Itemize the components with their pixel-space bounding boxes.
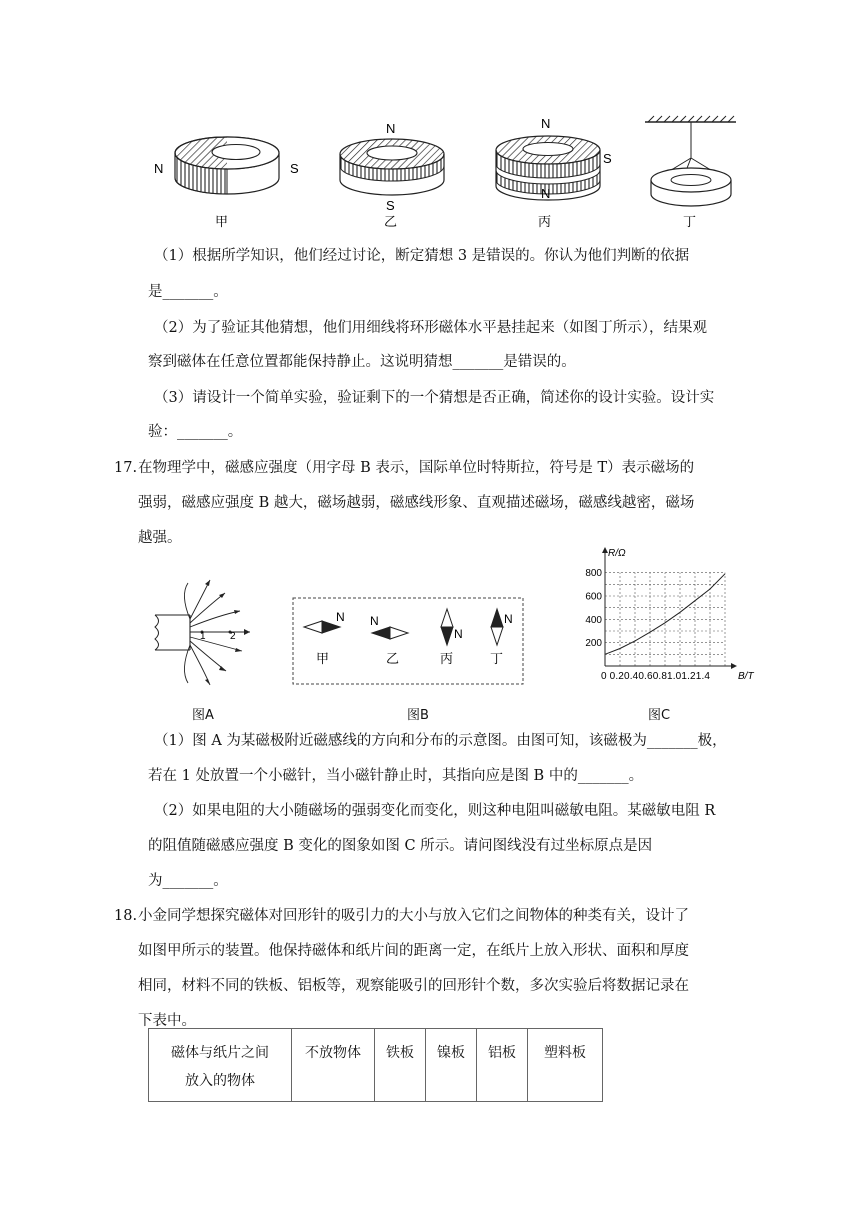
ding-caption: 丁	[683, 214, 697, 229]
needle-yi-pole: N	[370, 614, 379, 628]
q16-part1-line2: 是_______。	[148, 284, 228, 300]
q17-intro-line1: 在物理学中，磁感应强度（用字母 B 表示，国际单位时特斯拉，符号是 T）表示磁场的	[138, 460, 695, 476]
needle-yi	[370, 614, 408, 666]
table-col-plastic: 塑料板	[528, 1029, 603, 1102]
needle-bing	[440, 609, 463, 666]
q16-part3-line2: 验：_______。	[148, 424, 243, 440]
table-header-line2: 放入的物体	[185, 1073, 255, 1089]
needle-jia-label: 甲	[316, 651, 330, 666]
bing-caption: 丙	[538, 214, 552, 229]
table-header-cell	[149, 1029, 292, 1102]
chart-y-label: R/Ω	[608, 548, 626, 559]
ring-magnet-figures	[140, 108, 750, 236]
jia-caption: 甲	[215, 214, 229, 229]
fig-a-point-2: 2	[230, 631, 236, 642]
needle-jia	[304, 610, 345, 666]
chart-y-tick-label: 600	[585, 591, 602, 603]
figure-jia	[154, 137, 299, 229]
q17-intro-line2: 强弱，磁感应强度 B 越大，磁场越弱，磁感线形象、直观描述磁场，磁感线越密，磁场	[138, 495, 695, 511]
table-col-iron: 铁板	[375, 1029, 426, 1102]
needle-jia-pole: N	[336, 610, 345, 624]
chart-y-tick-label: 400	[585, 614, 602, 626]
q17-part2-line3: 为_______。	[148, 873, 228, 889]
table-col-none: 不放物体	[292, 1029, 375, 1102]
needle-ding	[490, 609, 513, 666]
chart-y-tick-label: 200	[585, 638, 602, 650]
figure-c-chart	[575, 543, 775, 683]
q18-line3: 相同，材料不同的铁板、铝板等，观察能吸引的回形针个数，多次实验后将数据记录在	[138, 978, 689, 994]
chart-grid	[605, 573, 725, 666]
q16-part1-line1: （1）根据所学知识，他们经过讨论，断定猜想 3 是错误的。你认为他们判断的依据	[154, 248, 690, 264]
bing-right-pole: S	[603, 151, 612, 166]
fig-b-caption: 图B	[407, 708, 429, 723]
q17-intro-line3: 越强。	[138, 530, 182, 546]
table-row	[149, 1029, 603, 1102]
jia-left-pole: N	[154, 161, 164, 176]
needle-ding-pole: N	[504, 612, 513, 626]
yi-bottom-pole: S	[386, 198, 395, 213]
figure-b-compasses	[292, 597, 524, 685]
q18-line4: 下表中。	[138, 1013, 196, 1029]
q16-part3-line1: （3）请设计一个简单实验，验证剩下的一个猜想是否正确，简述你的设计实验。设计实	[154, 390, 715, 406]
q17-part1-line2: 若在 1 处放置一个小磁针，当小磁针静止时，其指向应是图 B 中的_______。	[148, 768, 644, 784]
chart-x-arrow	[731, 663, 737, 669]
bing-top-pole: N	[541, 116, 551, 131]
q18-data-table	[148, 1028, 603, 1102]
q17-part2-line2: 的阻值随磁感应强度 B 变化的图象如图 C 所示。请问图线没有过坐标原点是因	[148, 838, 653, 854]
fig-a-caption: 图A	[192, 708, 214, 723]
fig-a-point-1: 1	[200, 631, 206, 642]
q17-part2-line1: （2）如果电阻的大小随磁场的强弱变化而变化，则这种电阻叫磁敏电阻。某磁敏电阻 R	[154, 803, 716, 819]
figure-yi	[340, 121, 444, 229]
q18-number: 18.	[114, 908, 138, 924]
q17-number: 17.	[114, 460, 138, 476]
chart-x-tick-labels: 0 0.20.40.60.81.01.21.4	[601, 671, 711, 682]
table-col-aluminum: 铝板	[477, 1029, 528, 1102]
table-header-line1: 磁体与纸片之间	[171, 1045, 269, 1061]
needle-bing-pole: N	[454, 627, 463, 641]
q17-part1-line1: （1）图 A 为某磁极附近磁感线的方向和分布的示意图。由图可知，该磁极为_______极，	[154, 733, 727, 749]
q16-part2-line2: 察到磁体在任意位置都能保持静止。这说明猜想_______是错误的。	[148, 354, 576, 370]
yi-top-pole: N	[386, 121, 396, 136]
bing-bottom-pole: N	[541, 186, 551, 201]
needle-ding-label: 丁	[490, 651, 504, 666]
table-col-nickel: 镍板	[426, 1029, 477, 1102]
chart-x-label: B/T	[738, 671, 754, 682]
fig-c-caption: 图C	[648, 708, 671, 723]
needle-yi-label: 乙	[386, 651, 400, 666]
needle-bing-label: 丙	[440, 651, 454, 666]
q18-line2: 如图甲所示的装置。他保持磁体和纸片间的距离一定，在纸片上放入形状、面积和厚度	[138, 943, 689, 959]
figure-a-field-lines	[150, 575, 260, 695]
q16-part2-line1: （2）为了验证其他猜想，他们用细线将环形磁体水平悬挂起来（如图丁所示），结果观	[154, 320, 707, 336]
figure-ding	[645, 116, 736, 229]
q18-line1: 小金同学想探究磁体对回形针的吸引力的大小与放入它们之间物体的种类有关，设计了	[138, 908, 689, 924]
jia-right-pole: S	[290, 161, 299, 176]
chart-y-tick-label: 800	[585, 568, 602, 580]
yi-caption: 乙	[384, 214, 398, 229]
figure-bing	[496, 116, 612, 229]
